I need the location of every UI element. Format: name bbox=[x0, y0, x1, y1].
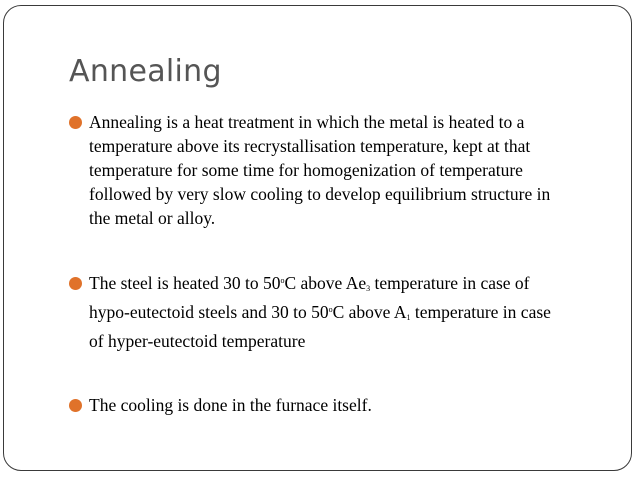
bullet-line: The cooling is done in the furnace itself. bbox=[89, 395, 372, 415]
bullet-line: temperature for some time for homogenization of temperature bbox=[89, 160, 523, 180]
degree-superscript: o bbox=[280, 276, 285, 285]
bullet-line bbox=[89, 302, 551, 323]
bullet-line: temperature above its recrystallisation temperature, kept at that bbox=[89, 136, 531, 156]
text-segment: C above Ae bbox=[284, 273, 367, 293]
bullet-line: Annealing is a heat treatment in which the metal is heated to a bbox=[89, 112, 525, 132]
subscript: 3 bbox=[366, 284, 371, 293]
bullet-dot-icon bbox=[69, 399, 82, 412]
bullet-line: the metal or alloy. bbox=[89, 208, 216, 228]
text-segment: C above A bbox=[332, 302, 407, 322]
text-segment: temperature in case bbox=[410, 302, 551, 322]
text-segment: The steel is heated 30 to 50 bbox=[89, 273, 281, 293]
bullet-line: followed by very slow cooling to develop equilibrium structure in bbox=[89, 184, 551, 204]
slide-title: Annealing bbox=[69, 54, 222, 89]
degree-superscript: o bbox=[328, 305, 333, 314]
subscript: 1 bbox=[406, 313, 411, 322]
bullet-line: of hyper-eutectoid temperature bbox=[89, 331, 306, 351]
bullet-dot-icon bbox=[69, 277, 82, 290]
bullet-dot-icon bbox=[69, 116, 82, 129]
text-segment: hypo-eutectoid steels and 30 to 50 bbox=[89, 302, 329, 322]
text-segment: temperature in case of bbox=[370, 273, 530, 293]
bullet-line bbox=[89, 273, 530, 294]
